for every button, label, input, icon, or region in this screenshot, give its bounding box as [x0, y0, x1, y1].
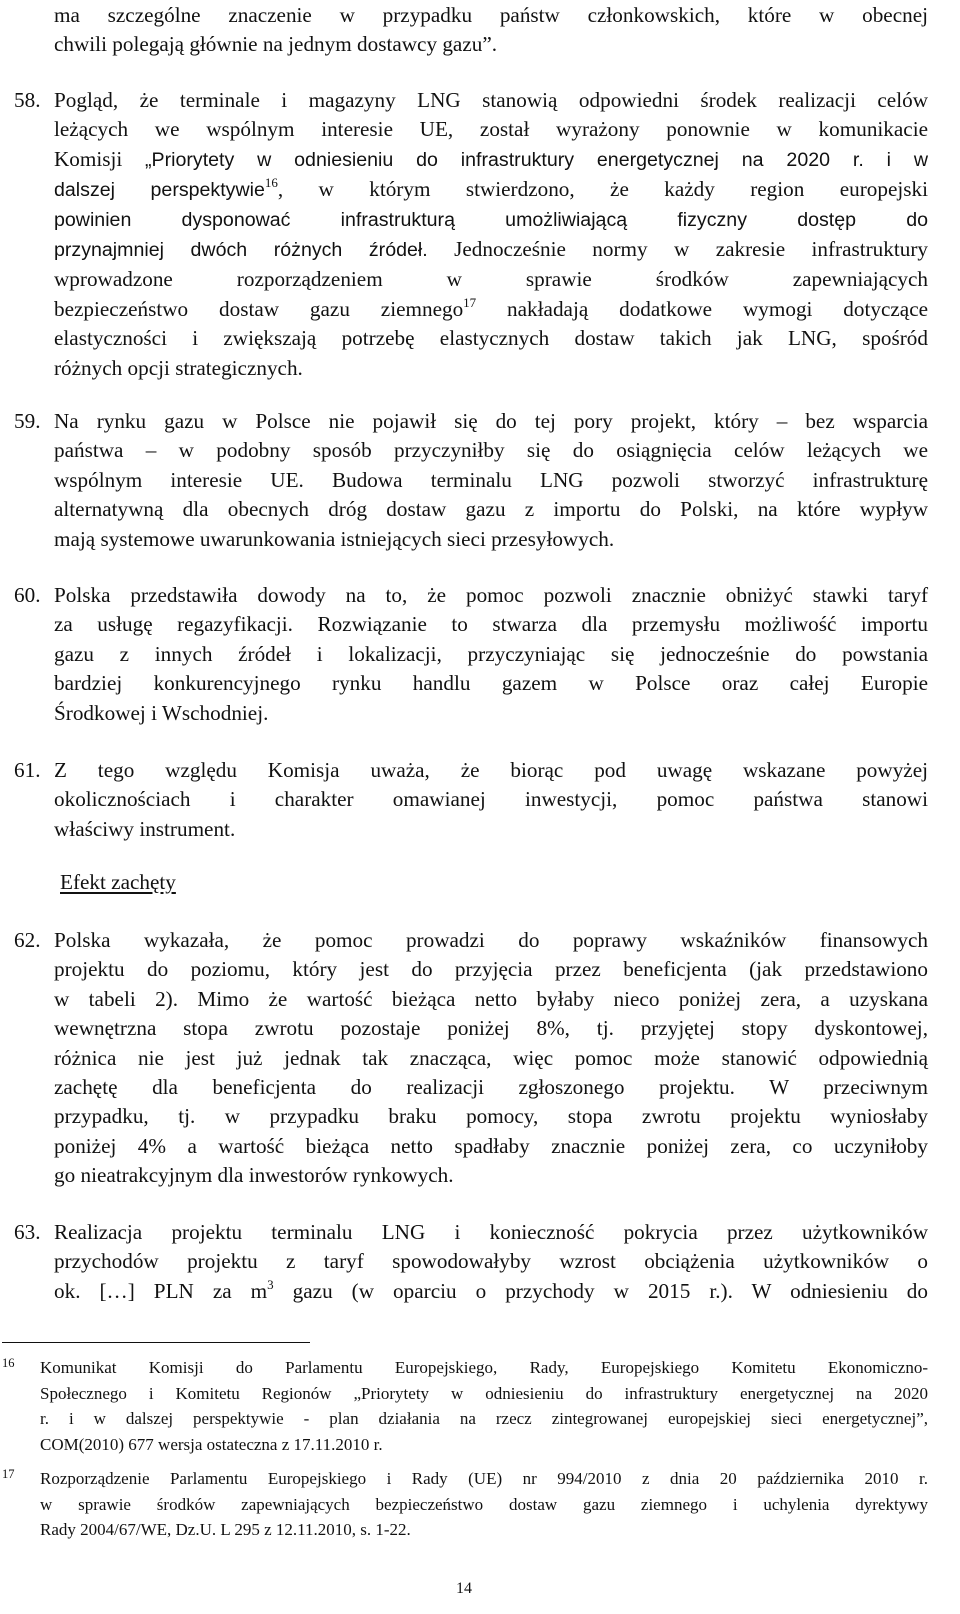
text-line: Polska przedstawiła dowody na to, że pomoc pozwoli znacznie obniżyć stawki taryf: [54, 583, 928, 607]
text-line: przynajmniej dwóch różnych źródeł. Jednocześnie normy w zakresie infrastruktury: [54, 237, 929, 262]
footnote-line: Rozporządzenie Parlamentu Europejskiego i Rady (UE) nr 994/2010 z dnia 20 października 2010 r.: [40, 1469, 928, 1488]
text-line: Pogląd, że terminale i magazyny LNG stanowią odpowiedni środek realizacji celów: [54, 88, 928, 112]
superscript: 3: [267, 1276, 274, 1292]
footnote-number: 16: [2, 1356, 15, 1370]
footnote-17: [2, 1466, 928, 1543]
text-line: bardziej konkurencyjnego rynku handlu gazem w Polsce oraz całej Europie: [54, 671, 928, 696]
text-line: wewnętrzna stopa zwrotu pozostaje poniżej 8%, tj. przyjętej stopy dyskontowej,: [54, 1016, 928, 1041]
paragraph-number: 62.: [14, 928, 41, 952]
text-line: ok. […] PLN za $m^3$ gazu (w oparciu o przychody w 2015 r.). W odniesieniu do: [54, 1276, 928, 1303]
text-line: go nieatrakcyjnym dla inwestorów rynkowych.: [54, 1163, 454, 1188]
text-line: właściwy instrument.: [54, 816, 236, 841]
paragraph-58: [14, 86, 928, 383]
footnote-ref-17[interactable]: 17: [463, 294, 477, 310]
text-line: ma szczególne znaczenie w przypadku państw członkowskich, które w obecnej: [54, 3, 928, 27]
text-line: okolicznościach i charakter omawianej inwestycji, pomoc państwa stanowi: [54, 787, 928, 812]
text-line: w tabeli 2). Mimo że wartość bieżąca netto byłaby nieco poniżej zera, a uzyskana: [54, 986, 928, 1011]
text-line: projektu do poziomu, który jest do przyjęcia przez beneficjenta (jak przedstawiono: [54, 957, 928, 982]
text-line: poniżej 4% a wartość bieżąca netto spadłaby znacznie poniżej zera, co uczyniłoby: [54, 1133, 928, 1158]
text-line: gazu z innych źródeł i lokalizacji, przyczyniając się jednocześnie do powstania: [54, 641, 928, 666]
text-line: Z tego względu Komisja uważa, że biorąc pod uwagę wskazane powyżej: [54, 758, 928, 782]
footnote-16: [2, 1355, 928, 1457]
text-line: bezpieczeństwo dostaw gazu ziemnego$^{17}$ nakładają dodatkowe wymogi dotyczące: [54, 294, 928, 321]
text-line: wprowadzone rozporządzeniem w sprawie środków zapewniających: [54, 267, 928, 292]
paragraph-number: 61.: [14, 758, 41, 782]
text-line: Realizacja projektu terminalu LNG i konieczność pokrycia przez użytkowników: [54, 1220, 928, 1244]
text-line: różnica nie jest już jednak tak znacząca, więc pomoc może stanowić odpowiednią: [54, 1045, 928, 1070]
paragraph-number: 59.: [14, 409, 41, 433]
text-line: alternatywną dla obecnych dróg dostaw gazu z importu do Polski, na które wypływ: [54, 497, 928, 522]
paragraph-continuation: [54, 1, 928, 60]
section-heading: Efekt zachęty: [60, 870, 176, 894]
text-line: przypadku, tj. w przypadku braku pomocy, stopa zwrotu projektu wyniosłaby: [54, 1104, 928, 1129]
footnote-line: w sprawie środków zapewniających bezpieczeństwo dostaw gazu ziemnego i uchylenia dyrektywy: [40, 1494, 928, 1514]
paragraph-61: [14, 756, 928, 844]
text-line: Na rynku gazu w Polsce nie pojawił się do tej pory projekt, który – bez wsparcia: [54, 409, 928, 433]
text-line: przychodów projektu z taryf spowodowałyby wzrost obciążenia użytkowników o: [54, 1249, 928, 1274]
text-line: Polska wykazała, że pomoc prowadzi do poprawy wskaźników finansowych: [54, 928, 928, 952]
text-line: wspólnym interesie UE. Budowa terminalu LNG pozwoli stworzyć infrastrukturę: [54, 467, 928, 492]
text-line: leżących we wspólnym interesie UE, został wyrażony ponownie w komunikacie: [54, 117, 928, 142]
text-line: zachętę dla beneficjenta do realizacji zgłoszonego projektu. W przeciwnym: [54, 1075, 928, 1100]
text-line: dalszej perspektywie$^{16}$, w którym stwierdzono, że każdy region europejski: [54, 175, 928, 202]
paragraph-60: [14, 581, 928, 728]
text-line: mają systemowe uwarunkowania istniejących sieci przesyłowych.: [54, 526, 615, 551]
page-number: 14: [456, 1580, 472, 1597]
text-line: różnych opcji strategicznych.: [54, 355, 303, 380]
footnote-line: r. i w dalszej perspektywie - plan działania na rzecz zintegrowanej europejskiej sieci energetycznej”,: [40, 1409, 928, 1429]
footnote-line: Rady 2004/67/WE, Dz.U. L 295 z 12.11.2010, s. 1-22.: [40, 1520, 411, 1540]
text-line: chwili polegają głównie na jednym dostawcy gazu”.: [54, 32, 498, 57]
footnote-separator: [2, 1342, 310, 1343]
paragraph-63: [14, 1218, 928, 1306]
footnote-ref-16[interactable]: 16: [264, 175, 278, 191]
text-line: elastyczności i zwiększają potrzebę elastycznych dostaw takich jak LNG, spośród: [54, 326, 928, 351]
text-line: za usługę regazyfikacji. Rozwiązanie to stwarza dla przemysłu możliwość importu: [54, 612, 928, 637]
footnote-number: 17: [2, 1467, 15, 1481]
footnote-line: Komunikat Komisji do Parlamentu Europejskiego, Rady, Europejskiego Komitetu Ekonomiczno-: [40, 1358, 928, 1377]
text-line: Środkowej i Wschodniej.: [54, 700, 269, 725]
text-line: Komisji „Priorytety w odniesieniu do infrastruktury energetycznej na 2020 r. i w: [54, 146, 928, 171]
footnote-line: COM(2010) 677 wersja ostateczna z 17.11.2010 r.: [40, 1434, 383, 1454]
paragraph-number: 58.: [14, 88, 41, 112]
paragraph-62: [14, 926, 928, 1191]
text-line: państwa – w podobny sposób przyczyniłby się do osiągnięcia celów leżących we: [54, 438, 928, 463]
paragraph-number: 63.: [14, 1220, 41, 1244]
footnote-line: Społecznego i Komitetu Regionów „Priorytety w odniesieniu do infrastruktury energetycznej na 2020: [40, 1383, 928, 1403]
text-line: powinien dysponować infrastrukturą umożliwiającą fizyczny dostęp do: [54, 208, 928, 231]
paragraph-number: 60.: [14, 583, 41, 607]
paragraph-59: [14, 407, 928, 554]
